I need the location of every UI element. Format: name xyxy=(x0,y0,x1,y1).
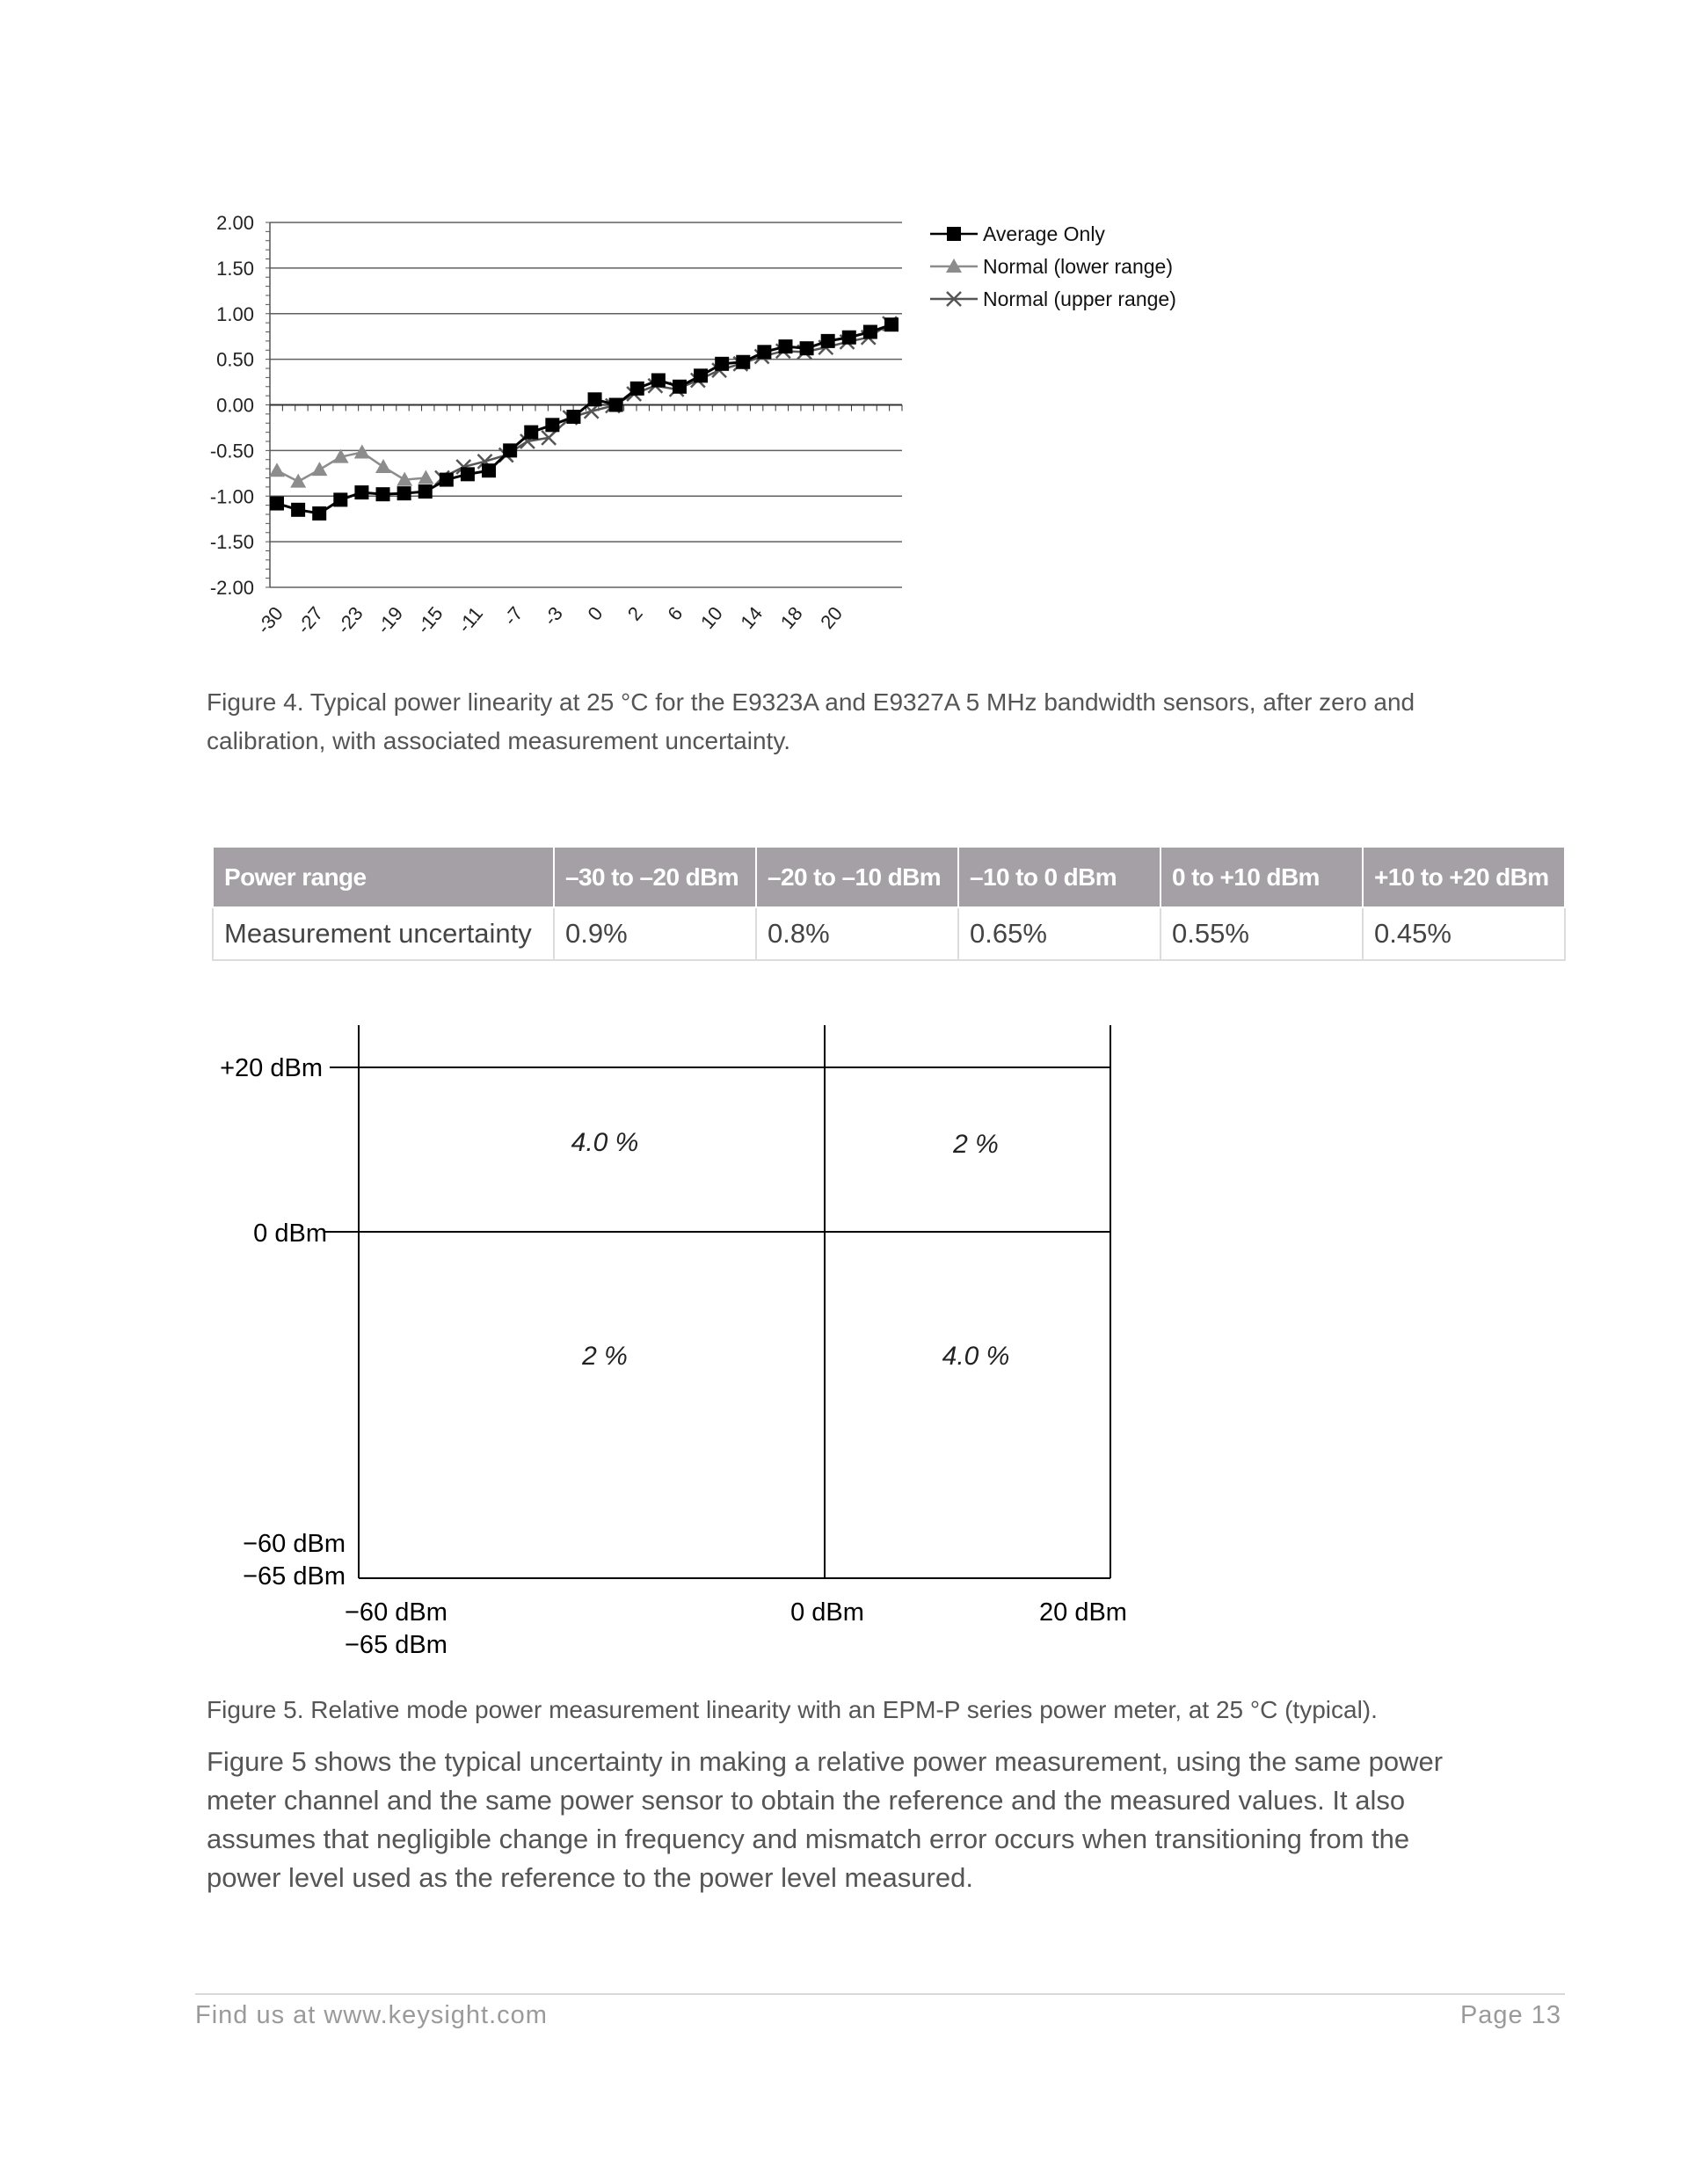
footer-website-link[interactable]: Find us at www.keysight.com xyxy=(195,2001,548,2029)
table-header-cell: Power range xyxy=(213,847,554,907)
square-marker xyxy=(566,410,580,424)
square-marker xyxy=(778,339,792,353)
linearity-chart xyxy=(0,0,1688,668)
y-tick-label: 0.50 xyxy=(216,348,254,371)
square-marker xyxy=(673,380,687,394)
y-tick-label: -1.00 xyxy=(209,485,254,508)
x-axis-tick-labels xyxy=(252,602,847,637)
triangle-marker xyxy=(418,470,433,484)
figure-5-caption: Figure 5. Relative mode power measurement linearity with an EPM-P series power meter, at 25 °C (typical). xyxy=(207,1696,1378,1723)
triangle-marker xyxy=(354,444,370,458)
square-marker xyxy=(376,487,390,501)
series-average-only xyxy=(270,317,899,521)
y-label-minus65: −65 dBm xyxy=(243,1562,346,1591)
x-tick-label: 6 xyxy=(663,602,688,625)
x-label-minus60: −60 dBm xyxy=(345,1598,447,1627)
triangle-marker xyxy=(290,474,306,488)
square-marker xyxy=(947,227,961,241)
x-tick-label: -11 xyxy=(453,602,488,637)
square-marker xyxy=(630,382,644,396)
x-tick-label: -3 xyxy=(539,602,567,630)
y-tick-label: -2.00 xyxy=(209,577,254,599)
x-label-minus65: −65 dBm xyxy=(345,1631,447,1659)
triangle-marker xyxy=(375,459,391,473)
table-header-cell: –20 to –10 dBm xyxy=(756,847,958,907)
square-marker xyxy=(354,485,368,499)
triangle-marker xyxy=(269,462,285,477)
page-number: Page 13 xyxy=(1459,2001,1561,2029)
square-marker xyxy=(503,443,517,457)
triangle-marker xyxy=(311,462,327,476)
x-tick-label: 18 xyxy=(775,602,807,633)
x-tick-label: -15 xyxy=(412,602,447,638)
legend-item xyxy=(930,222,1105,245)
table-header-cell: –10 to 0 dBm xyxy=(958,847,1160,907)
legend-label: Normal (lower range) xyxy=(983,255,1174,278)
series-line xyxy=(277,324,891,513)
square-marker xyxy=(715,357,729,371)
y-tick-label: 2.00 xyxy=(216,212,254,234)
square-marker xyxy=(418,484,433,499)
x-tick-label: 14 xyxy=(736,602,768,633)
square-marker xyxy=(270,497,284,511)
square-marker xyxy=(884,317,899,331)
square-marker xyxy=(821,334,835,348)
square-marker xyxy=(291,503,305,517)
y-axis-tick-labels xyxy=(210,212,254,599)
square-marker xyxy=(312,506,326,521)
y-tick-label: -0.50 xyxy=(209,440,254,462)
x-tick-label: -19 xyxy=(372,602,408,638)
footer-divider xyxy=(195,1993,1565,1995)
square-marker xyxy=(482,463,496,477)
table-cell: 0.55% xyxy=(1160,907,1363,960)
x-tick-label: -23 xyxy=(332,602,367,638)
square-marker xyxy=(863,325,877,339)
table-header-cell: +10 to +20 dBm xyxy=(1363,847,1565,907)
x-tick-label: 2 xyxy=(622,602,647,625)
square-marker xyxy=(736,355,750,369)
square-marker xyxy=(842,331,856,345)
table-cell: 0.9% xyxy=(554,907,756,960)
square-marker xyxy=(609,398,623,412)
chart-series xyxy=(269,317,899,521)
x-label-zero: 0 dBm xyxy=(790,1598,864,1627)
square-marker xyxy=(800,341,814,355)
x-tick-label: 0 xyxy=(583,602,608,625)
x-tick-label: -7 xyxy=(498,602,528,630)
square-marker xyxy=(757,345,771,359)
x-label-twenty: 20 dBm xyxy=(1039,1598,1127,1627)
square-marker xyxy=(588,392,602,406)
table-cell: 0.45% xyxy=(1363,907,1565,960)
cell-value-top-left: 4.0 % xyxy=(571,1128,639,1157)
y-label-zero: 0 dBm xyxy=(253,1219,327,1248)
figure-4-caption: Figure 4. Typical power linearity at 25 °C for the E9323A and E9327A 5 MHz bandwidth sensors, after zero and calibration, with associated measurement uncertainty. xyxy=(207,688,1415,754)
cell-value-bottom-left: 2 % xyxy=(582,1342,628,1371)
x-tick-label: -27 xyxy=(292,602,328,638)
square-marker xyxy=(545,418,559,432)
legend-item xyxy=(930,255,1173,278)
square-marker xyxy=(333,492,347,506)
table-header-cell: –30 to –20 dBm xyxy=(554,847,756,907)
square-marker xyxy=(694,368,708,382)
square-marker xyxy=(461,467,475,481)
cell-value-top-right: 2 % xyxy=(953,1130,999,1159)
cell-value-bottom-right: 4.0 % xyxy=(942,1342,1010,1371)
legend-item xyxy=(930,288,1176,310)
y-tick-label: -1.50 xyxy=(209,531,254,554)
y-label-plus20: +20 dBm xyxy=(220,1054,323,1082)
x-tick-label: -30 xyxy=(252,602,287,638)
body-paragraph: Figure 5 shows the typical uncertainty in making a relative power measurement, using the same power meter channel and the same power sensor to obtain the reference and the measured values. It also assumes that negligible change in frequency and mismatch error occurs when transitioning from the power level used as the reference to the power level measured. xyxy=(207,1746,1444,1893)
table-cell: Measurement uncertainty xyxy=(213,907,554,960)
y-tick-label: 1.00 xyxy=(216,302,254,325)
legend-label: Normal (upper range) xyxy=(983,288,1176,310)
square-marker xyxy=(397,486,411,500)
uncertainty-table xyxy=(212,846,1566,961)
table-header-cell: 0 to +10 dBm xyxy=(1160,847,1363,907)
square-marker xyxy=(651,373,666,387)
y-tick-label: 0.00 xyxy=(216,394,254,417)
y-tick-label: 1.50 xyxy=(216,257,254,280)
x-tick-label: 20 xyxy=(816,602,848,633)
table-row xyxy=(213,907,1565,960)
y-label-minus60: −60 dBm xyxy=(243,1530,346,1558)
square-marker xyxy=(524,426,538,440)
legend-label: Average Only xyxy=(983,222,1105,245)
table-cell: 0.8% xyxy=(756,907,958,960)
table-header-row xyxy=(213,847,1565,907)
square-marker xyxy=(440,473,454,487)
table-cell: 0.65% xyxy=(958,907,1160,960)
x-tick-label: 10 xyxy=(695,602,727,633)
chart-legend xyxy=(930,222,1176,310)
